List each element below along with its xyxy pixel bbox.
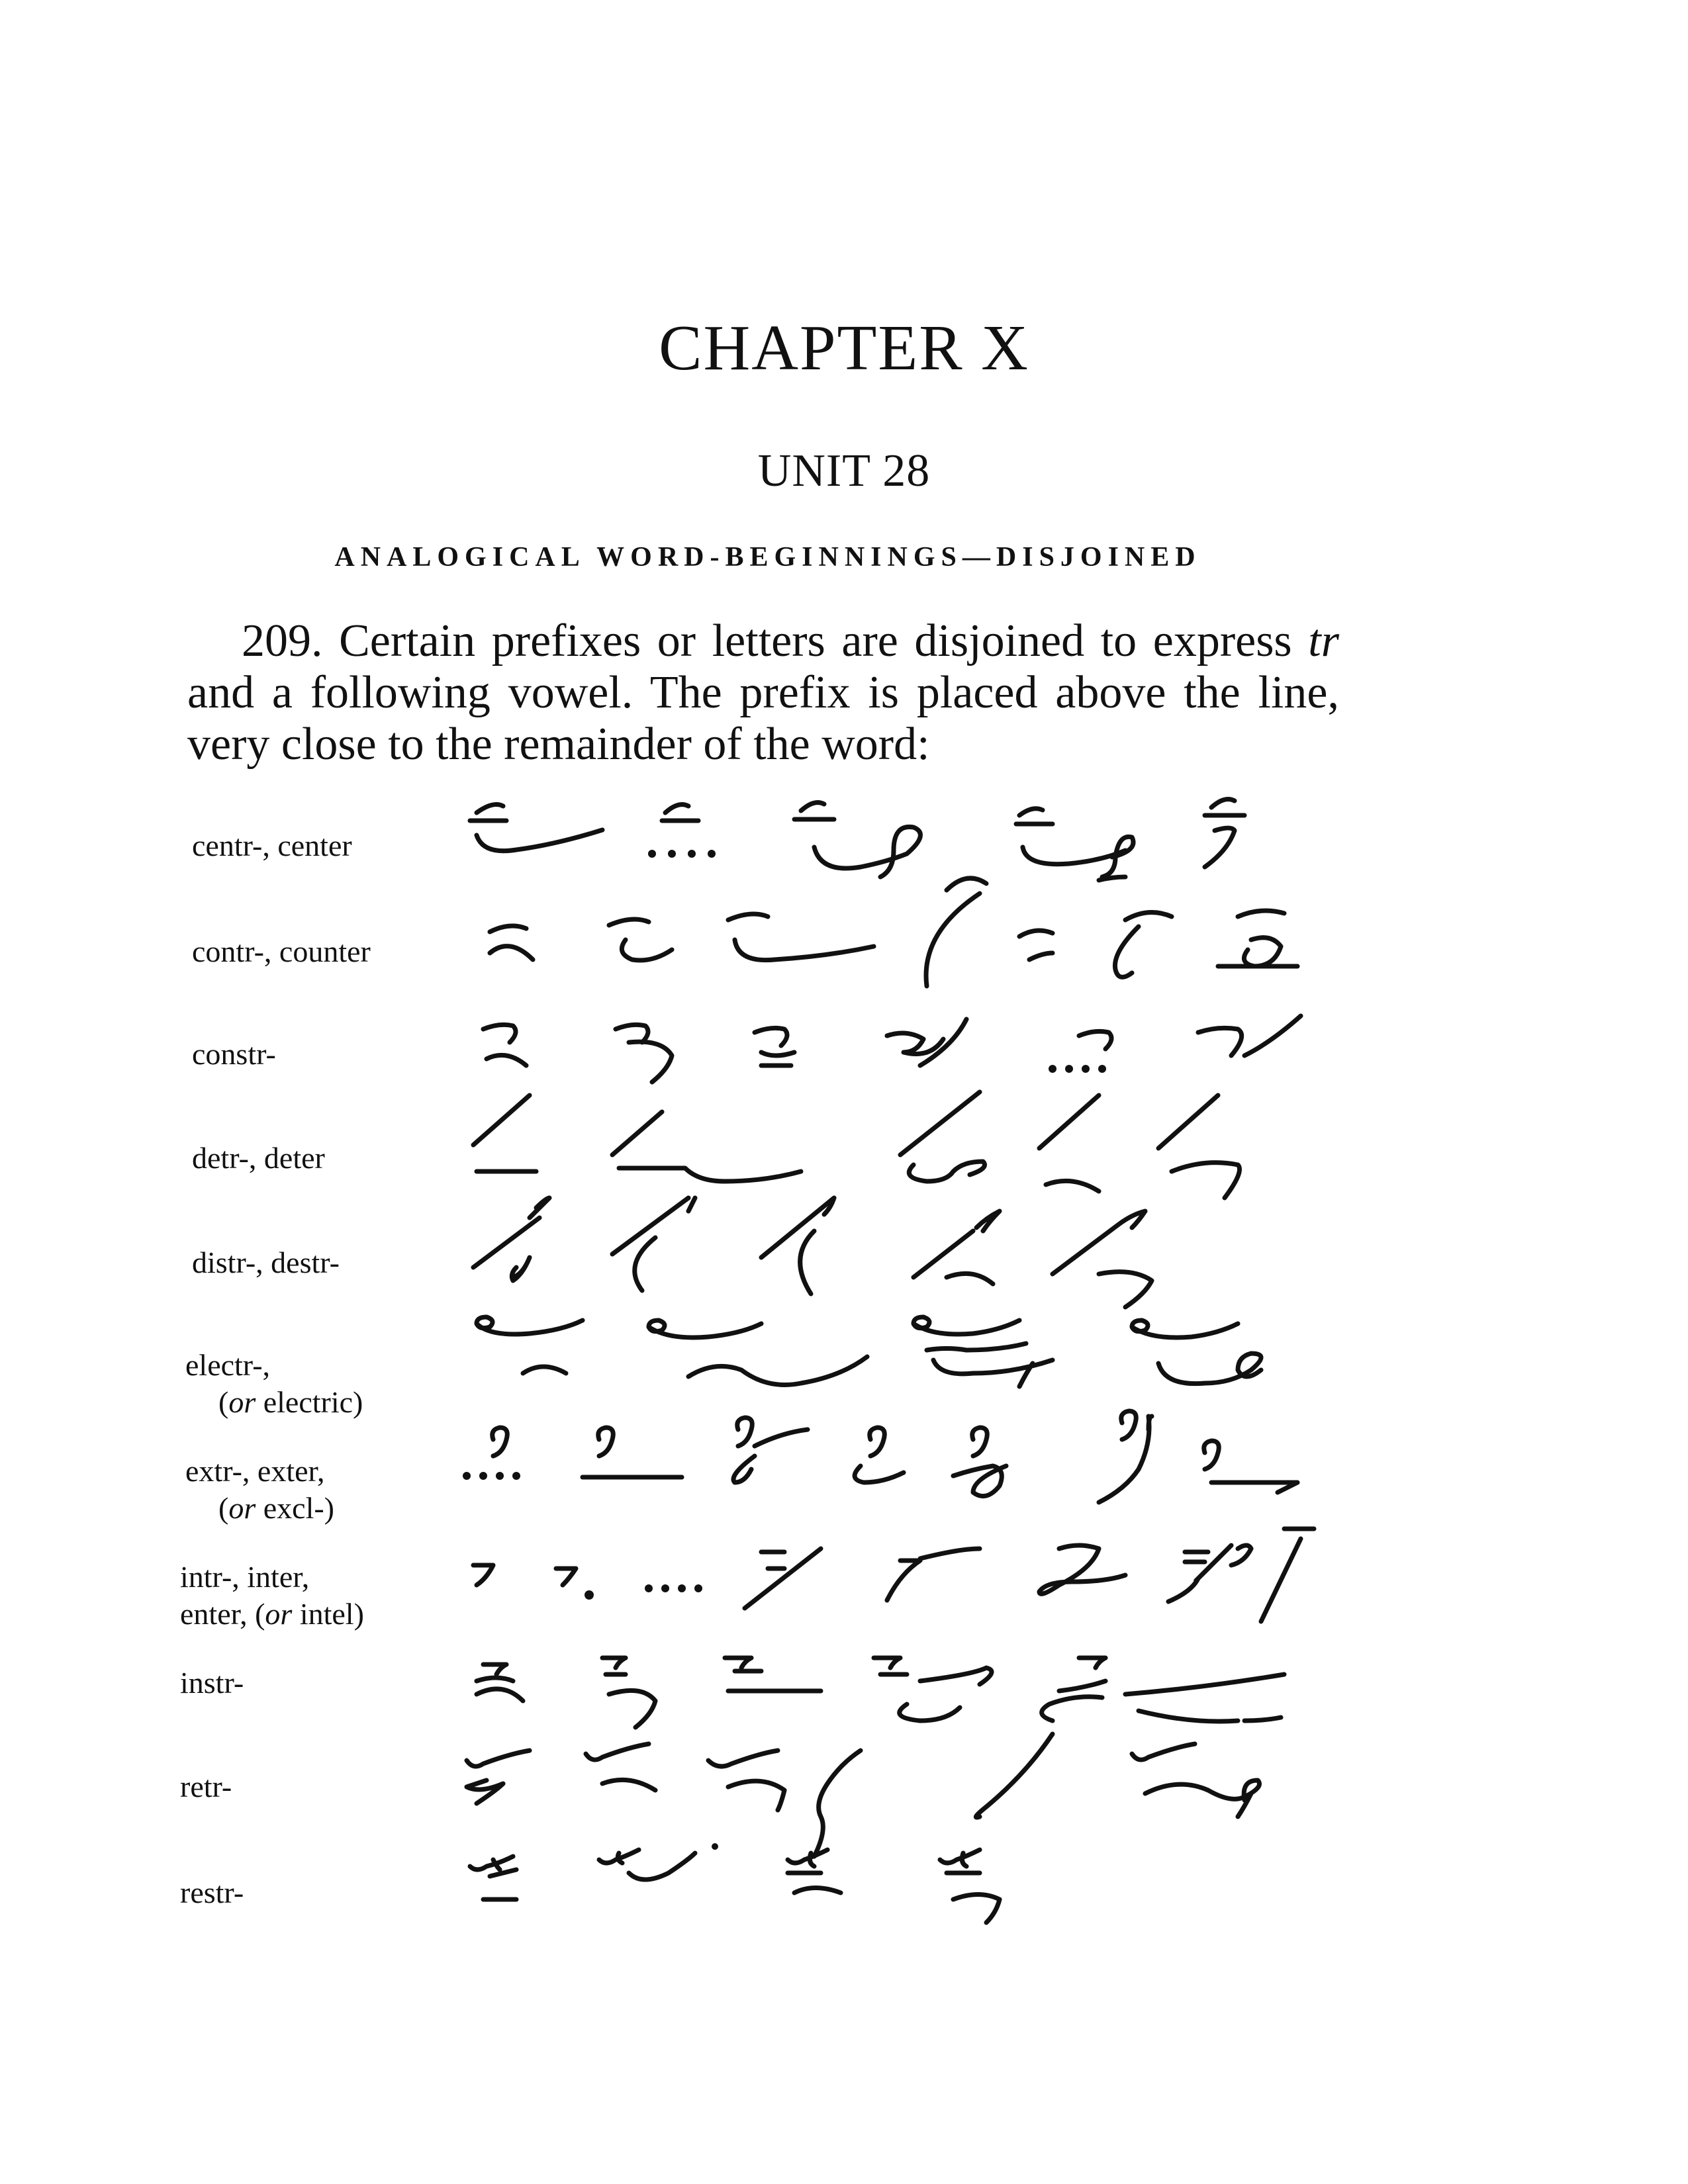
paragraph-text-2: and a following vowel. The prefix is placed above the line, very close to the remainder of the word:	[187, 667, 1339, 770]
shorthand-outline-icon	[470, 805, 602, 851]
row-label-centr: centr-, center	[192, 829, 352, 862]
row-label-electr-or: or	[228, 1385, 256, 1419]
row-label-retr: retr-	[180, 1770, 232, 1803]
row-label-extr-line2: excl-)	[263, 1491, 334, 1525]
chapter-title: CHAPTER X	[659, 312, 1029, 384]
row-label-restr: restr-	[180, 1876, 244, 1909]
row-label-intr-line1: intr-, inter,	[180, 1560, 310, 1594]
row-label-electr: electr-, (or electric)	[185, 1348, 363, 1419]
row-label-extr: extr-, exter, (or excl-)	[185, 1454, 334, 1525]
shorthand-outline-icon	[648, 805, 716, 858]
row-label-extr-line1: extr-, exter,	[185, 1454, 325, 1488]
row-label-electr-line2: electric)	[263, 1385, 363, 1419]
paragraph-italic: tr	[1308, 615, 1339, 666]
row-label-detr: detr-, deter	[192, 1141, 325, 1175]
shorthand-outline-icon	[1016, 809, 1133, 880]
row-label-constr: constr-	[192, 1037, 276, 1071]
shorthand-outline-icon	[1205, 799, 1244, 867]
section-heading: ANALOGICAL WORD-BEGINNINGS—DISJOINED	[334, 542, 1201, 572]
row-label-distr: distr-, destr-	[192, 1246, 340, 1279]
row-label-extr-or: or	[228, 1491, 256, 1525]
row-label-electr-line1: electr-,	[185, 1348, 271, 1382]
row-label-intr-line2a: enter, (	[180, 1597, 265, 1631]
row-label-intr-line2b: intel)	[299, 1597, 364, 1631]
row-label-intr-or: or	[265, 1597, 293, 1631]
unit-title: UNIT 28	[757, 445, 931, 496]
paragraph-number: 209.	[242, 615, 323, 666]
shorthand-outline-icon	[794, 803, 920, 877]
paragraph-text-1: Certain prefixes or letters are disjoined to express	[339, 615, 1292, 666]
row-label-instr: instr-	[180, 1666, 244, 1700]
row-label-contr: contr-, counter	[192, 934, 371, 968]
